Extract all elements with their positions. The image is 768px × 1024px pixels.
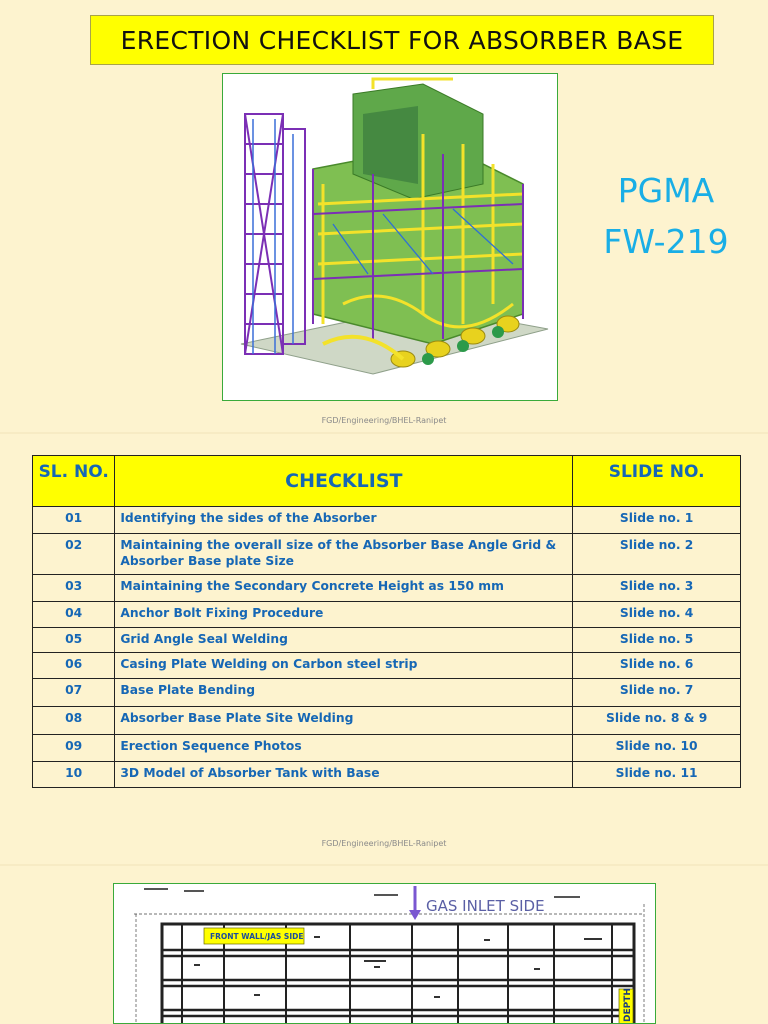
row-slide: Slide no. 6: [573, 653, 741, 679]
row-sl: 04: [33, 602, 115, 628]
row-sl: 08: [33, 707, 115, 735]
slide-divider-2: [0, 864, 768, 866]
row-slide: Slide no. 10: [573, 735, 741, 762]
table-header-row: [33, 456, 741, 507]
row-item: Erection Sequence Photos: [115, 735, 573, 762]
row-item: Casing Plate Welding on Carbon steel strip: [115, 653, 573, 679]
table-row: [33, 534, 741, 575]
pgma-line-1: PGMA: [617, 171, 715, 210]
row-sl: 09: [33, 735, 115, 762]
row-item: Grid Angle Seal Welding: [115, 628, 573, 653]
table-row: [33, 628, 741, 653]
row-item: Maintaining the overall size of the Absorber Base Angle Grid & Absorber Base plate Size: [115, 534, 573, 575]
row-slide: Slide no. 3: [573, 575, 741, 602]
project-code: [586, 165, 746, 267]
row-sl: 10: [33, 762, 115, 788]
gas-inlet-label: GAS INLET SIDE: [426, 897, 545, 915]
row-sl: 05: [33, 628, 115, 653]
row-slide: Slide no. 5: [573, 628, 741, 653]
footer-slide1: FGD/Engineering/BHEL-Ranipet: [321, 416, 447, 425]
row-slide: Slide no. 11: [573, 762, 741, 788]
plan-drawing-icon: [114, 884, 655, 1024]
row-slide: Slide no. 8 & 9: [573, 707, 741, 735]
row-slide: Slide no. 1: [573, 507, 741, 534]
row-item: 3D Model of Absorber Tank with Base: [115, 762, 573, 788]
row-sl: 06: [33, 653, 115, 679]
row-sl: 01: [33, 507, 115, 534]
table-row: [33, 507, 741, 534]
front-wall-label: FRONT WALL/JAS SIDE: [210, 932, 304, 941]
title-banner: [90, 15, 714, 65]
3d-plant-structure-image: [222, 73, 558, 401]
depth-label: DEPTH: [623, 988, 633, 1022]
absorber-base-plan-drawing: [113, 883, 656, 1024]
pgma-line-2: FW-219: [603, 222, 729, 261]
row-sl: 02: [33, 534, 115, 575]
page-title: ERECTION CHECKLIST FOR ABSORBER BASE: [120, 25, 684, 55]
header-checklist: CHECKLIST: [115, 456, 573, 507]
row-slide: Slide no. 2: [573, 534, 741, 575]
table-row: [33, 679, 741, 707]
row-sl: 03: [33, 575, 115, 602]
row-slide: Slide no. 7: [573, 679, 741, 707]
row-item: Identifying the sides of the Absorber: [115, 507, 573, 534]
table-row: [33, 602, 741, 628]
row-item: Base Plate Bending: [115, 679, 573, 707]
checklist-table: [32, 455, 741, 788]
footer-slide2: FGD/Engineering/BHEL-Ranipet: [321, 839, 447, 848]
row-item: Maintaining the Secondary Concrete Height as 150 mm: [115, 575, 573, 602]
row-slide: Slide no. 4: [573, 602, 741, 628]
table-row: [33, 575, 741, 602]
table-row: [33, 653, 741, 679]
header-sl-no: SL. NO.: [33, 456, 115, 507]
slide-title: [0, 0, 768, 432]
row-sl: 07: [33, 679, 115, 707]
header-slide-no: SLIDE NO.: [573, 456, 741, 507]
row-item: Absorber Base Plate Site Welding: [115, 707, 573, 735]
row-item: Anchor Bolt Fixing Procedure: [115, 602, 573, 628]
table-row: [33, 735, 741, 762]
plant-structure-icon: [223, 74, 557, 400]
table-row: [33, 707, 741, 735]
table-row: [33, 762, 741, 788]
